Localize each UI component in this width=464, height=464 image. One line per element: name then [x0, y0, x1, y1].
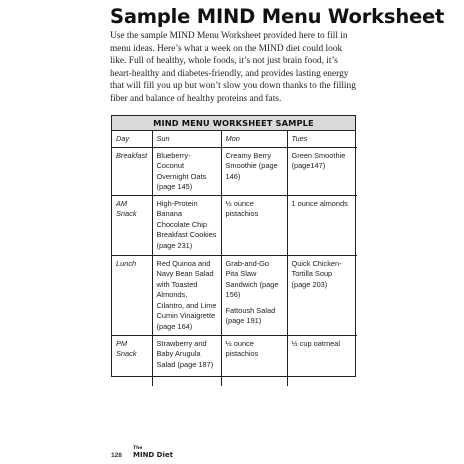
worksheet-title: MIND MENU WORKSHEET SAMPLE: [112, 116, 355, 131]
page-title: Sample MIND Menu Worksheet: [110, 5, 445, 28]
row-label-am-snack: AM Snack: [112, 195, 152, 255]
table-row: [112, 195, 357, 255]
cell-mon-am-snack: ½ ounce pistachios: [221, 195, 287, 255]
cell-sun-lunch: Red Quinoa and Navy Bean Salad with Toasted Almonds, Cilantro, and Lime Cumin Vinaigrette (page 164): [152, 255, 221, 335]
footer-book-title: MIND Diet: [133, 451, 173, 459]
page-number: 128: [111, 452, 122, 459]
cell-mon-lunch-item-2: Fattoush Salad (page 191): [225, 305, 276, 325]
cell-sun-breakfast: Blueberry-Coconut Overnight Oats (page 145): [152, 147, 221, 195]
cell-mon-lunch-item-1: Grab-and-Go Pita Slaw Sandwich (page 156): [225, 258, 279, 299]
menu-worksheet: [111, 115, 356, 377]
row-label-breakfast: Breakfast: [112, 147, 152, 195]
cell-mon-breakfast: Creamy Berry Smoothie (page 146): [221, 147, 287, 195]
cell-sun-am-snack: High-Protein Banana Chocolate Chip Breakfast Cookies (page 231): [152, 195, 221, 255]
running-footer: [133, 446, 173, 459]
footer-book-the: The: [133, 446, 143, 451]
cell-tues-pm-snack: ½ cup oatmeal: [287, 335, 357, 386]
cell-mon-pm-snack: ½ ounce pistachios: [221, 335, 287, 386]
table-row: [112, 335, 357, 386]
cell-sun-pm-snack: Strawberry and Baby Arugula Salad (page 187): [152, 335, 221, 386]
row-label-pm-snack: PM Snack: [112, 335, 152, 386]
worksheet-table: [112, 131, 357, 386]
header-tues: Tues: [287, 131, 357, 147]
cell-mon-lunch: [221, 255, 287, 335]
cell-tues-lunch: Quick Chicken-Tortilla Soup (page 203): [287, 255, 357, 335]
table-row: [112, 147, 357, 195]
header-mon: Mon: [221, 131, 287, 147]
intro-paragraph: Use the sample MIND Menu Worksheet provided here to fill in menu ideas. Here’s what a week on the MIND diet could look like. Full of healthy, whole foods, it’s not just brain food, it’s heart-healthy and diabetes-friendly, and provides lasting energy that will fill you up but won’t slow you down thanks to the filling fiber and balance of healthy proteins and fats.: [110, 31, 356, 104]
header-row: [112, 131, 357, 147]
cell-tues-breakfast: Green Smoothie (page147): [287, 147, 357, 195]
row-label-lunch: Lunch: [112, 255, 152, 335]
header-day: Day: [112, 131, 152, 147]
cell-tues-am-snack: 1 ounce almonds: [287, 195, 357, 255]
header-sun: Sun: [152, 131, 221, 147]
table-row: [112, 255, 357, 335]
